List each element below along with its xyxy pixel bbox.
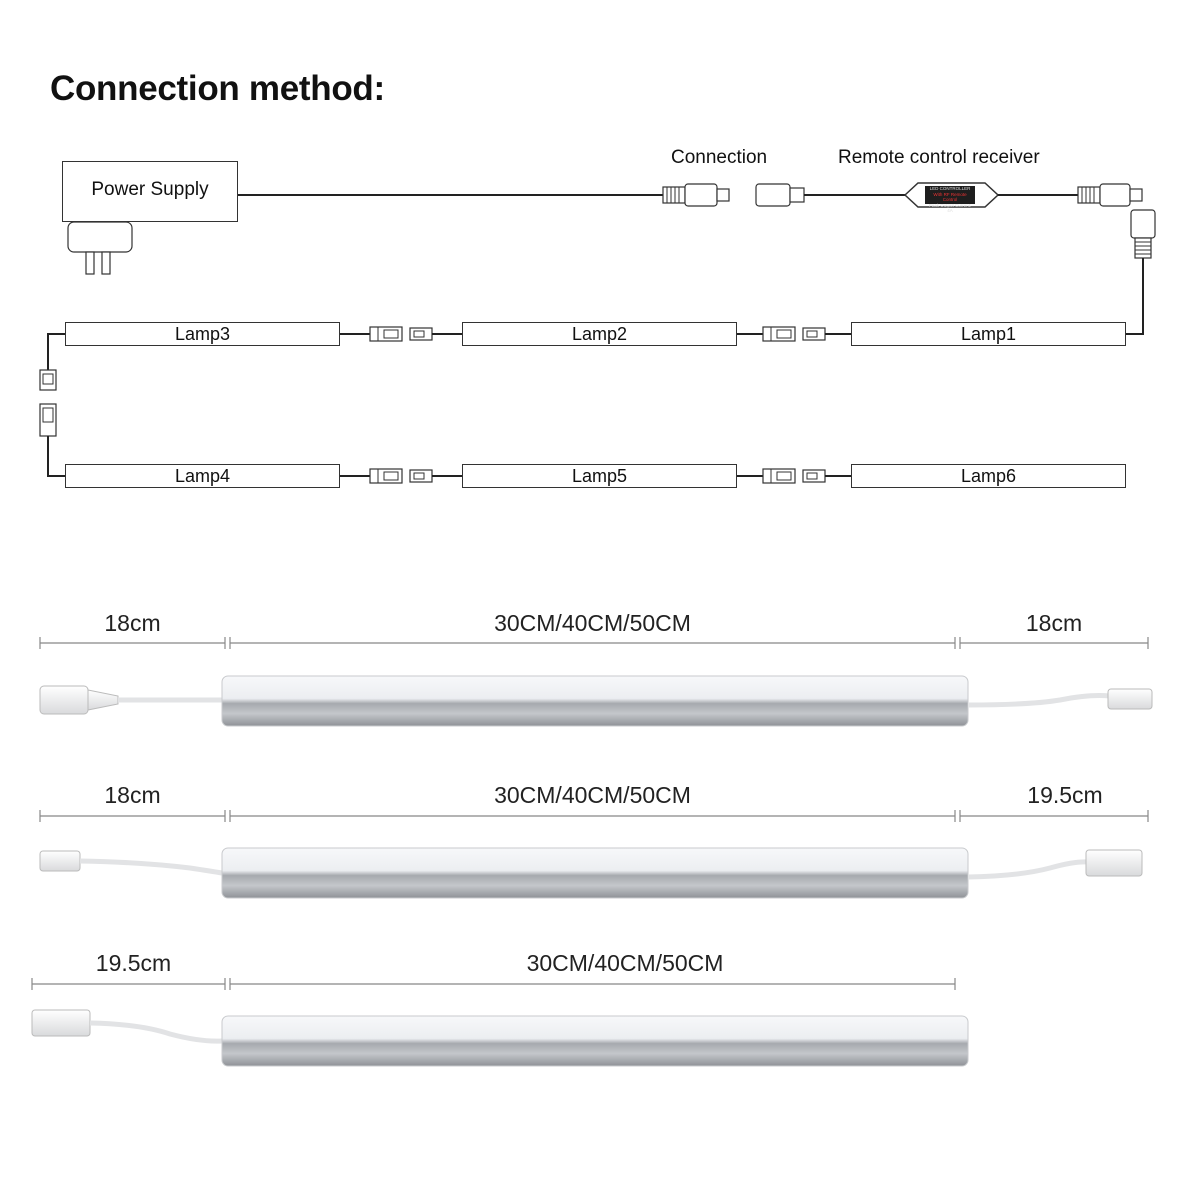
led-bar-2 bbox=[40, 848, 1142, 898]
dimension-lines-2 bbox=[40, 810, 1148, 822]
controller-line-1: LED CONTROLLER bbox=[929, 186, 971, 191]
controller-line-3: Peak Output Current: 4A bbox=[928, 202, 972, 213]
dim-bar2-right: 19.5cm bbox=[1027, 782, 1103, 808]
led-bar-3 bbox=[32, 1010, 968, 1066]
connection-label: Connection bbox=[671, 147, 768, 168]
power-supply-label: Power Supply bbox=[91, 179, 209, 200]
dim-bar3-left: 19.5cm bbox=[95, 950, 172, 976]
dimension-lines-1 bbox=[40, 637, 1148, 649]
lamp-label: Lamp1 bbox=[960, 323, 1017, 344]
dimension-lines-3 bbox=[32, 978, 955, 990]
dim-bar2-middle: 30CM/40CM/50CM bbox=[494, 782, 691, 808]
lamp-label: Lamp5 bbox=[571, 465, 628, 486]
led-bar-1 bbox=[40, 676, 1152, 726]
dim-bar1-right: 18cm bbox=[1025, 610, 1083, 636]
lamp-label: Lamp2 bbox=[571, 323, 628, 344]
dim-bar2-left: 18cm bbox=[104, 782, 161, 808]
dim-bar3-middle: 30CM/40CM/50CM bbox=[526, 950, 724, 976]
page-title: Connection method: bbox=[50, 69, 385, 108]
controller-line-2: With RF Remote Control bbox=[933, 191, 967, 202]
dim-bar1-left: 18cm bbox=[104, 610, 161, 636]
lamp-label: Lamp4 bbox=[174, 465, 231, 486]
lamp-label: Lamp6 bbox=[960, 465, 1017, 486]
dim-bar1-middle: 30CM/40CM/50CM bbox=[494, 610, 691, 636]
lamp-label: Lamp3 bbox=[174, 323, 231, 344]
receiver-label: Remote control receiver bbox=[838, 147, 1040, 168]
